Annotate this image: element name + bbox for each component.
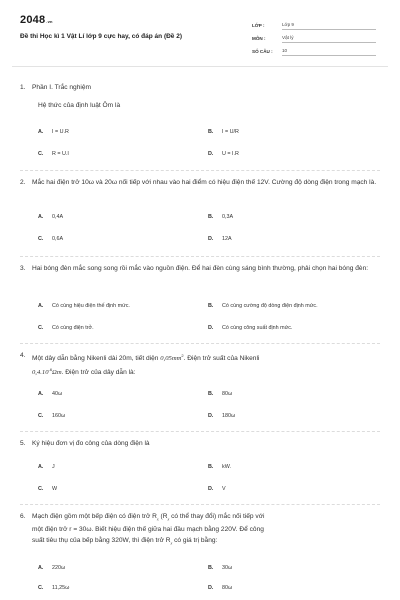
options-q4 [38, 386, 378, 424]
options-q3 [38, 298, 378, 336]
option-3d[interactable]: D. Có cùng công suất định mức. [208, 325, 293, 331]
option-6a[interactable]: A. 220ω [38, 565, 66, 571]
question-2: 2. Mắc hai điện trở 10ω và 20ω nối tiếp với nhau vào hai điểm có hiệu điện thế 12V. Cường độ dòng điện trong mạch là. [20, 177, 380, 188]
question-text: Mạch điện gồm một bếp điện có điện trở $R_x$ ($R_x$ có thể thay đổi) mắc nối tiếp với một điện trở r = 30ω. Biết hiệu điện thế giữa hai đầu mạch bằng 220V. Để công suất tiêu thụ của bếp bằng 320W, thì điện trở $R_x$ có giá trị bằng: [32, 513, 265, 546]
question-1 [20, 82, 380, 111]
question-5: 5. Ký hiệu đơn vị đo công của dòng điện là [20, 438, 380, 449]
option-2a[interactable]: A. 0,4A [38, 214, 64, 220]
meta-panel [252, 17, 376, 56]
option-2c[interactable]: C. 0,6A [38, 236, 64, 242]
question-divider [20, 256, 380, 257]
options-q6 [38, 560, 378, 596]
question-4: 4. Một dây dẫn bằng Nikenli dài 20m, tiết diện $0,05mm^2$. Điện trở suất của Nikenli $0,4.10^{-6}\Omega m$. Điện trở của dây dẫn là: [20, 350, 380, 378]
question-text: Hệ thức của định luật Ôm là [38, 102, 121, 109]
meta-subject: MÔN : Vật lý [252, 30, 376, 43]
question-3: 3. Hai bóng đèn mắc song song rồi mắc vào nguồn điện. Để hai đèn cùng sáng bình thường, phải chọn hai bóng đèn: [20, 263, 380, 274]
option-4d[interactable]: D. 180ω [208, 413, 236, 419]
question-text: Hai bóng đèn mắc song song rồi mắc vào nguồn điện. Để hai đèn cùng sáng bình thường, phải chọn hai bóng đèn: [32, 265, 369, 272]
option-2d[interactable]: D. 12A [208, 236, 232, 242]
page-title: Đề thi Học kì 1 Vật Lí lớp 9 cực hay, có đáp án (Đề 2) [20, 33, 182, 40]
option-6d[interactable]: D. 80ω [208, 585, 233, 591]
question-text: Một dây dẫn bằng Nikenli dài 20m, tiết diện $0,05mm^2$. Điện trở suất của Nikenli $0,4.10^{-6}\Omega m$. Điện trở của dây dẫn là: [32, 353, 260, 377]
option-5a[interactable]: A. J [38, 464, 55, 470]
document-header [0, 0, 400, 66]
option-5c[interactable]: C. W [38, 486, 58, 492]
option-3c[interactable]: C. Có cùng điện trở. [38, 325, 94, 331]
option-1a[interactable]: A. I = U.R [38, 129, 69, 135]
question-divider [20, 170, 380, 171]
options-q5 [38, 459, 378, 497]
option-4a[interactable]: A. 40ω [38, 391, 63, 397]
options-q2 [38, 209, 378, 247]
option-5b[interactable]: B. kW. [208, 464, 231, 470]
question-divider [20, 343, 380, 344]
option-4c[interactable]: C. 160ω [38, 413, 66, 419]
question-text: Mắc hai điện trở 10ω và 20ω nối tiếp với nhau vào hai điểm có hiệu điện thế 12V. Cường độ dòng điện trong mạch là. [32, 179, 377, 186]
question-6: 6. Mạch điện gồm một bếp điện có điện trở $R_x$ ($R_x$ có thể thay đổi) mắc nối tiếp với một điện trở r = 30ω. Biết hiệu điện thế giữa hai đầu mạch bằng 220V. Để công suất tiêu thụ của bếp bằng 320W, thì điện trở $R_x$ có giá trị bằng: [20, 511, 380, 549]
header-divider [12, 66, 388, 67]
question-text: Ký hiệu đơn vị đo công của dòng điện là [32, 440, 150, 447]
meta-count: SỐ CÂU : 10 [252, 43, 376, 56]
option-6c[interactable]: C. 11,25ω [38, 585, 70, 591]
option-5d[interactable]: D. V [208, 486, 226, 492]
option-4b[interactable]: B. 80ω [208, 391, 233, 397]
meta-class: LỚP : Lớp 9 [252, 17, 376, 30]
question-divider [20, 431, 380, 432]
options-q1 [38, 124, 378, 162]
site-logo[interactable]: 2048.vn [20, 14, 53, 26]
option-1d[interactable]: D. U = I.R [208, 151, 239, 157]
option-3a[interactable]: A. Có cùng hiệu điện thế định mức. [38, 303, 130, 309]
option-2b[interactable]: B. 0,3A [208, 214, 234, 220]
question-divider [20, 504, 380, 505]
option-1c[interactable]: C. R = U.I [38, 151, 69, 157]
option-1b[interactable]: B. I = U/R [208, 129, 239, 135]
option-3b[interactable]: B. Có cùng cường độ dòng điện định mức. [208, 303, 318, 309]
option-6b[interactable]: B. 30ω [208, 565, 233, 571]
section-heading: 1. Phần I. Trắc nghiệm [20, 84, 92, 91]
